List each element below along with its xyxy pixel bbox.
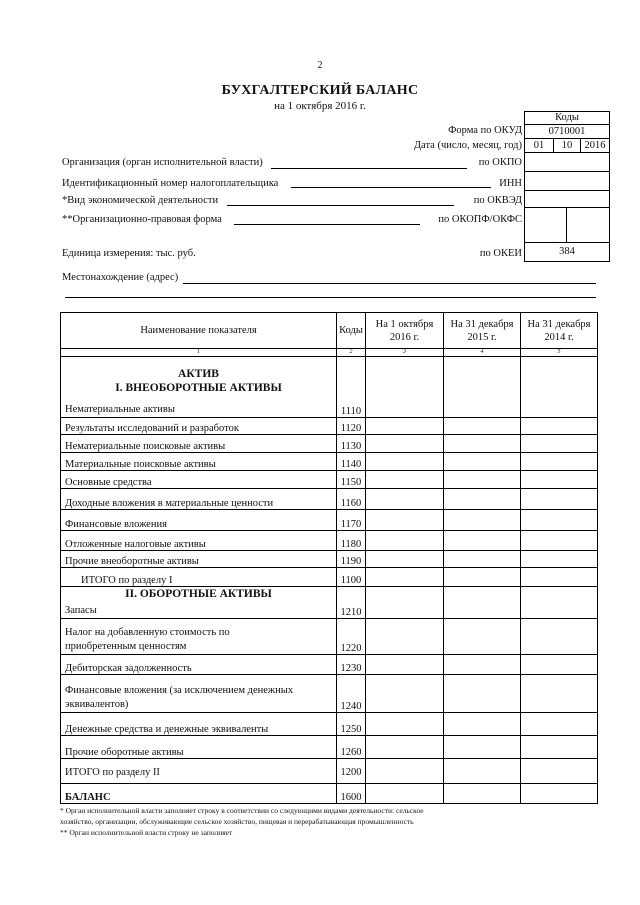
col-num-5: 5 [521, 349, 598, 357]
value-cell[interactable] [521, 736, 598, 759]
value-cell[interactable] [521, 568, 598, 587]
value-cell[interactable] [444, 510, 521, 531]
codes-header-cell [524, 111, 610, 125]
row-code: 1190 [337, 551, 366, 568]
okpo-label: по ОКПО [478, 157, 522, 168]
value-cell[interactable] [521, 655, 598, 675]
table-row [61, 713, 598, 736]
value-cell[interactable] [366, 357, 444, 418]
date-label: Дата (число, месяц, год) [413, 140, 522, 151]
header-col5-line2: 2014 г. [544, 331, 574, 343]
header-col5-line1: На 31 декабря [527, 318, 591, 330]
row-name: БАЛАНС [61, 784, 337, 804]
value-cell[interactable] [444, 784, 521, 804]
table-row [61, 655, 598, 675]
footnote-1-line-1: * Орган исполнительной власти заполняет строку в соответствии со следующими видами деятельности: сельское [60, 806, 424, 815]
organization-label: Организация (орган исполнительной власти) [62, 157, 263, 168]
value-cell[interactable] [521, 531, 598, 551]
value-cell[interactable] [521, 551, 598, 568]
table-row [61, 619, 598, 655]
row-name: Нематериальные активы [65, 404, 175, 415]
col-num-1: 1 [61, 349, 337, 357]
value-cell[interactable] [521, 759, 598, 784]
row-name: Дебиторская задолженность [61, 655, 337, 675]
row-name: Финансовые вложения (за исключением денежных эквивалентов) [61, 675, 337, 713]
value-cell[interactable] [521, 784, 598, 804]
document-title: БУХГАЛТЕРСКИЙ БАЛАНС [221, 83, 419, 98]
col-num-2: 2 [337, 349, 366, 357]
value-cell[interactable] [444, 435, 521, 453]
footnotes [60, 805, 600, 838]
value-cell[interactable] [444, 655, 521, 675]
footnote-1-line-2: хозяйство, организации, обслуживающие сельское хозяйство, пищевая и перерабатывающая промышленность [60, 817, 414, 826]
value-cell[interactable] [366, 736, 444, 759]
header-code: Коды [337, 313, 366, 349]
value-cell[interactable] [521, 471, 598, 489]
value-cell[interactable] [366, 675, 444, 713]
value-cell[interactable] [366, 784, 444, 804]
value-cell[interactable] [444, 759, 521, 784]
value-cell[interactable] [444, 713, 521, 736]
inn-cell [524, 171, 610, 191]
value-cell[interactable] [444, 551, 521, 568]
value-cell[interactable] [366, 531, 444, 551]
header-col5 [521, 313, 598, 349]
section-aktiv-title: АКТИВ [178, 368, 219, 380]
row-code: 1140 [337, 453, 366, 471]
table-row [61, 489, 598, 510]
value-cell[interactable] [444, 619, 521, 655]
okopf-label: по ОКОПФ/ОКФС [438, 214, 522, 225]
value-cell[interactable] [366, 551, 444, 568]
okved-cell [524, 190, 610, 208]
row-code: 1230 [337, 655, 366, 675]
row-name: Доходные вложения в материальные ценности [61, 489, 337, 510]
col-num-3: 3 [366, 349, 444, 357]
row-name: Материальные поисковые активы [61, 453, 337, 471]
unit-label: Единица измерения: тыс. руб. [62, 248, 196, 259]
table-header-row [61, 313, 598, 349]
value-cell[interactable] [366, 418, 444, 435]
okved-label: по ОКВЭД [473, 195, 522, 206]
okud-value: 0710001 [548, 126, 586, 137]
value-cell[interactable] [366, 587, 444, 619]
row-name: Налог на добавленную стоимость по приобретенным ценностям [61, 619, 337, 655]
location-line-1[interactable] [183, 283, 596, 284]
value-cell[interactable] [366, 489, 444, 510]
footnote-2: ** Орган исполнительной власти строку не заполняет [60, 828, 233, 837]
row-code: 1180 [337, 531, 366, 551]
header-col4-line1: На 31 декабря [450, 318, 514, 330]
okei-label: по ОКЕИ [479, 248, 522, 259]
okei-cell [524, 242, 610, 262]
value-cell[interactable] [444, 453, 521, 471]
value-cell[interactable] [444, 418, 521, 435]
okpo-cell [524, 152, 610, 172]
value-cell[interactable] [444, 675, 521, 713]
row-name: Отложенные налоговые активы [61, 531, 337, 551]
header-col4-line2: 2015 г. [467, 331, 497, 343]
column-number-row [61, 349, 598, 357]
row-code: 1210 [337, 587, 366, 619]
taxpayer-id-line[interactable] [291, 187, 491, 188]
header-col3 [366, 313, 444, 349]
date-month-cell [553, 138, 581, 153]
col-num-4: 4 [444, 349, 521, 357]
value-cell[interactable] [366, 435, 444, 453]
value-cell[interactable] [444, 531, 521, 551]
activity-label: *Вид экономической деятельности [62, 195, 219, 206]
row-code: 1120 [337, 418, 366, 435]
value-cell[interactable] [444, 587, 521, 619]
taxpayer-id-label: Идентификационный номер налогоплательщика [62, 178, 279, 189]
row-code: 1600 [337, 784, 366, 804]
table-row [61, 453, 598, 471]
table-row [61, 418, 598, 435]
table-row [61, 759, 598, 784]
section-1-title: I. ВНЕОБОРОТНЫЕ АКТИВЫ [115, 382, 282, 394]
value-cell[interactable] [444, 489, 521, 510]
value-cell[interactable] [444, 568, 521, 587]
date-day: 01 [533, 140, 545, 151]
table-row [61, 531, 598, 551]
row-code: 1110 [337, 357, 366, 418]
okud-label: Форма по ОКУД [448, 125, 522, 136]
date-month: 10 [561, 140, 573, 151]
date-year: 2016 [584, 140, 606, 151]
header-col3-line2: 2016 г. [389, 331, 420, 343]
value-cell[interactable] [366, 510, 444, 531]
table-row [61, 736, 598, 759]
row-code: 1240 [337, 675, 366, 713]
row-code: 1220 [337, 619, 366, 655]
okei-value: 384 [559, 246, 575, 257]
section-2-title: II. ОБОРОТНЫЕ АКТИВЫ [125, 588, 272, 600]
legal-form-label: **Организационно-правовая форма [62, 214, 222, 225]
value-cell[interactable] [366, 759, 444, 784]
row-code: 1170 [337, 510, 366, 531]
value-cell[interactable] [444, 471, 521, 489]
row-code: 1260 [337, 736, 366, 759]
inn-label: ИНН [499, 178, 522, 189]
row-name: Денежные средства и денежные эквиваленты [61, 713, 337, 736]
row-name: Прочие оборотные активы [61, 736, 337, 759]
row-code: 1100 [337, 568, 366, 587]
value-cell[interactable] [366, 568, 444, 587]
table-row [61, 587, 598, 619]
value-cell[interactable] [521, 357, 598, 418]
table-row [61, 784, 598, 804]
value-cell[interactable] [366, 471, 444, 489]
table-row [61, 435, 598, 453]
table-row [61, 471, 598, 489]
value-cell[interactable] [366, 713, 444, 736]
table-row [61, 357, 598, 418]
activity-line[interactable] [227, 205, 454, 206]
table-row [61, 568, 598, 587]
row-name: Основные средства [61, 471, 337, 489]
table-row [61, 675, 598, 713]
row-code: 1150 [337, 471, 366, 489]
value-cell[interactable] [444, 357, 521, 418]
organization-line[interactable] [271, 168, 467, 169]
document-subtitle: на 1 октября 2016 г. [274, 100, 366, 112]
row-code: 1200 [337, 759, 366, 784]
location-line-2[interactable] [65, 297, 596, 298]
value-cell[interactable] [521, 587, 598, 619]
value-cell[interactable] [521, 713, 598, 736]
header-name: Наименование показателя [61, 313, 337, 349]
row-name: Нематериальные поисковые активы [61, 435, 337, 453]
row-code: 1130 [337, 435, 366, 453]
location-label: Местонахождение (адрес) [62, 272, 179, 283]
row-name: Запасы [65, 605, 97, 616]
row-name: Результаты исследований и разработок [61, 418, 337, 435]
value-cell[interactable] [366, 453, 444, 471]
row-name: Прочие внеоборотные активы [61, 551, 337, 568]
value-cell[interactable] [521, 435, 598, 453]
row-code: 1160 [337, 489, 366, 510]
page-number: 2 [317, 60, 323, 71]
balance-table [60, 312, 598, 804]
table-row [61, 551, 598, 568]
header-col3-line1: На 1 октября [375, 318, 434, 330]
value-cell[interactable] [366, 655, 444, 675]
value-cell[interactable] [366, 619, 444, 655]
row-name: Финансовые вложения [61, 510, 337, 531]
okud-cell [524, 124, 610, 139]
date-year-cell [580, 138, 610, 153]
value-cell[interactable] [444, 736, 521, 759]
value-cell[interactable] [521, 418, 598, 435]
row-name: ИТОГО по разделу II [61, 759, 337, 784]
okopf-cell [524, 207, 567, 243]
row-code: 1250 [337, 713, 366, 736]
okfs-cell [566, 207, 610, 243]
row-name-cell [61, 357, 337, 418]
date-day-cell [524, 138, 554, 153]
row-name-cell [61, 587, 337, 619]
value-cell[interactable] [521, 489, 598, 510]
value-cell[interactable] [521, 453, 598, 471]
value-cell[interactable] [521, 675, 598, 713]
header-col4 [444, 313, 521, 349]
codes-header: Коды [555, 112, 579, 123]
value-cell[interactable] [521, 510, 598, 531]
legal-form-line[interactable] [234, 224, 420, 225]
row-name: ИТОГО по разделу I [61, 568, 337, 587]
value-cell[interactable] [521, 619, 598, 655]
table-row [61, 510, 598, 531]
